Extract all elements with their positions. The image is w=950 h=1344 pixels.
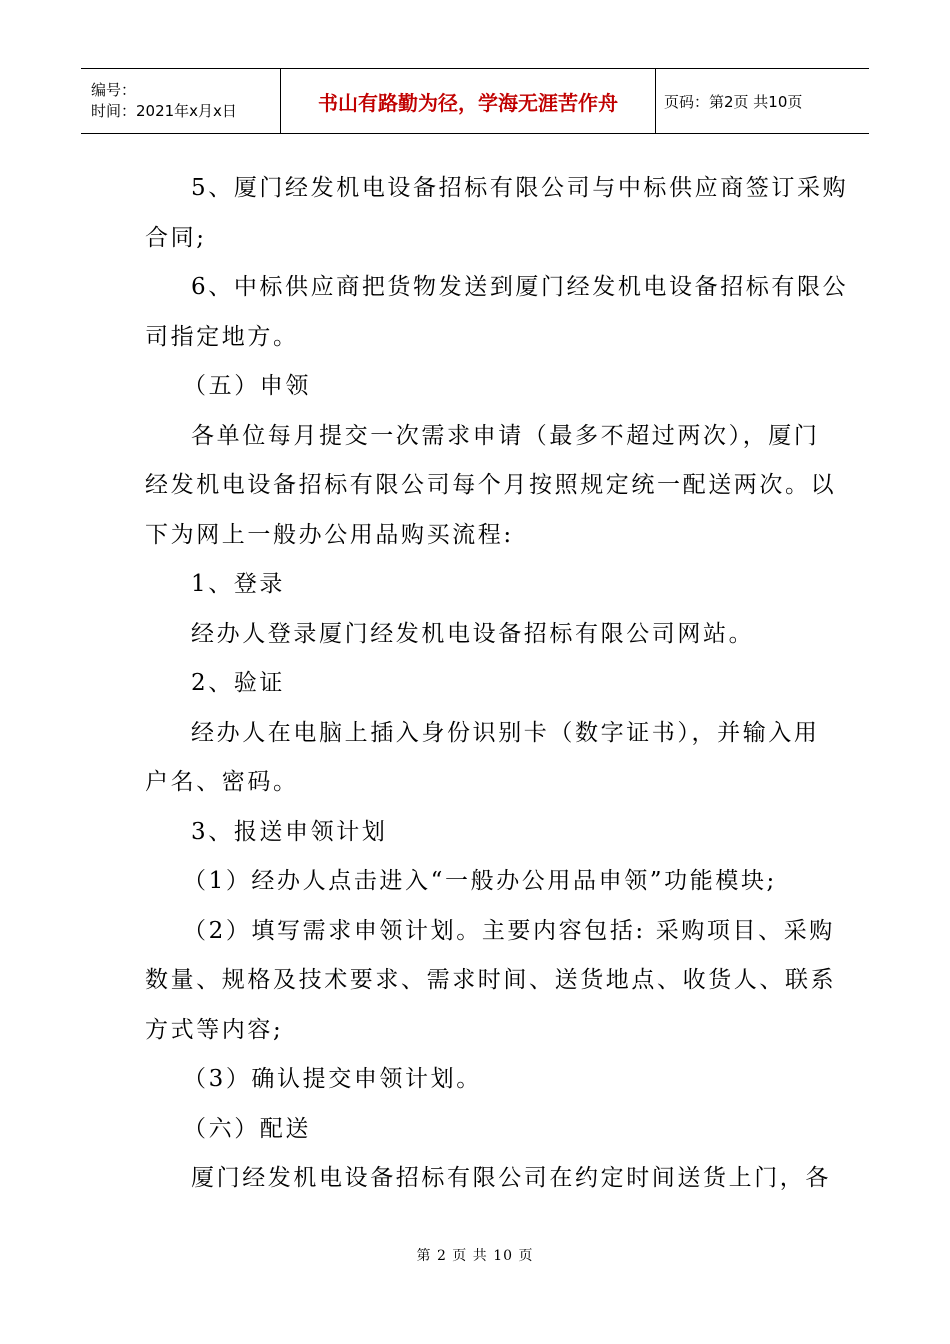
document-time-label: 时间：2021年x月x日 bbox=[91, 102, 237, 120]
header-meta bbox=[81, 69, 281, 133]
body-line: （2）填写需求申领计划。主要内容包括: 采购项目、采购 bbox=[183, 917, 835, 944]
header-page-info bbox=[656, 69, 869, 133]
body-line: 司指定地方。 bbox=[145, 323, 299, 350]
body-line: 经办人在电脑上插入身份识别卡（数字证书），并输入用 bbox=[191, 719, 820, 746]
body-line: 6、中标供应商把货物发送到厦门经发机电设备招标有限公 bbox=[191, 274, 849, 300]
body-line: 各单位每月提交一次需求申请（最多不超过两次），厦门 bbox=[191, 422, 820, 449]
motto-text: 书山有路勤为径，学海无涯苦作舟 bbox=[318, 90, 618, 115]
body-line: 方式等内容; bbox=[145, 1016, 284, 1043]
step-heading: 1、登录 bbox=[191, 571, 286, 597]
body-line: （3）确认提交申领计划。 bbox=[183, 1066, 482, 1092]
body-line: 经办人登录厦门经发机电设备招标有限公司网站。 bbox=[191, 620, 755, 647]
body-line: 数量、规格及技术要求、需求时间、送货地点、收货人、联系 bbox=[145, 967, 837, 993]
page-footer: 第 2 页 共 10 页 bbox=[416, 1248, 534, 1264]
body-line: 5、厦门经发机电设备招标有限公司与中标供应商签订采购 bbox=[191, 175, 849, 201]
page-number-label: 页码：第2页 共10页 bbox=[664, 92, 803, 111]
body-line: 经发机电设备招标有限公司每个月按照规定统一配送两次。以 bbox=[145, 472, 837, 498]
body-line: 户名、密码。 bbox=[145, 769, 299, 795]
body-line: 下为网上一般办公用品购买流程: bbox=[145, 521, 514, 548]
document-body bbox=[145, 164, 849, 1204]
body-line: 合同; bbox=[145, 224, 207, 251]
page-header bbox=[81, 68, 869, 134]
section-heading: （五）申领 bbox=[183, 373, 311, 399]
step-heading: 3、报送申领计划 bbox=[191, 818, 388, 845]
body-line: （1）经办人点击进入“一般办公用品申领”功能模块; bbox=[183, 868, 777, 894]
header-motto bbox=[281, 69, 656, 133]
document-number-label: 编号： bbox=[91, 81, 137, 99]
body-line: 厦门经发机电设备招标有限公司在约定时间送货上门，各 bbox=[191, 1165, 831, 1191]
step-heading: 2、验证 bbox=[191, 670, 286, 696]
section-heading: （六）配送 bbox=[183, 1115, 311, 1142]
